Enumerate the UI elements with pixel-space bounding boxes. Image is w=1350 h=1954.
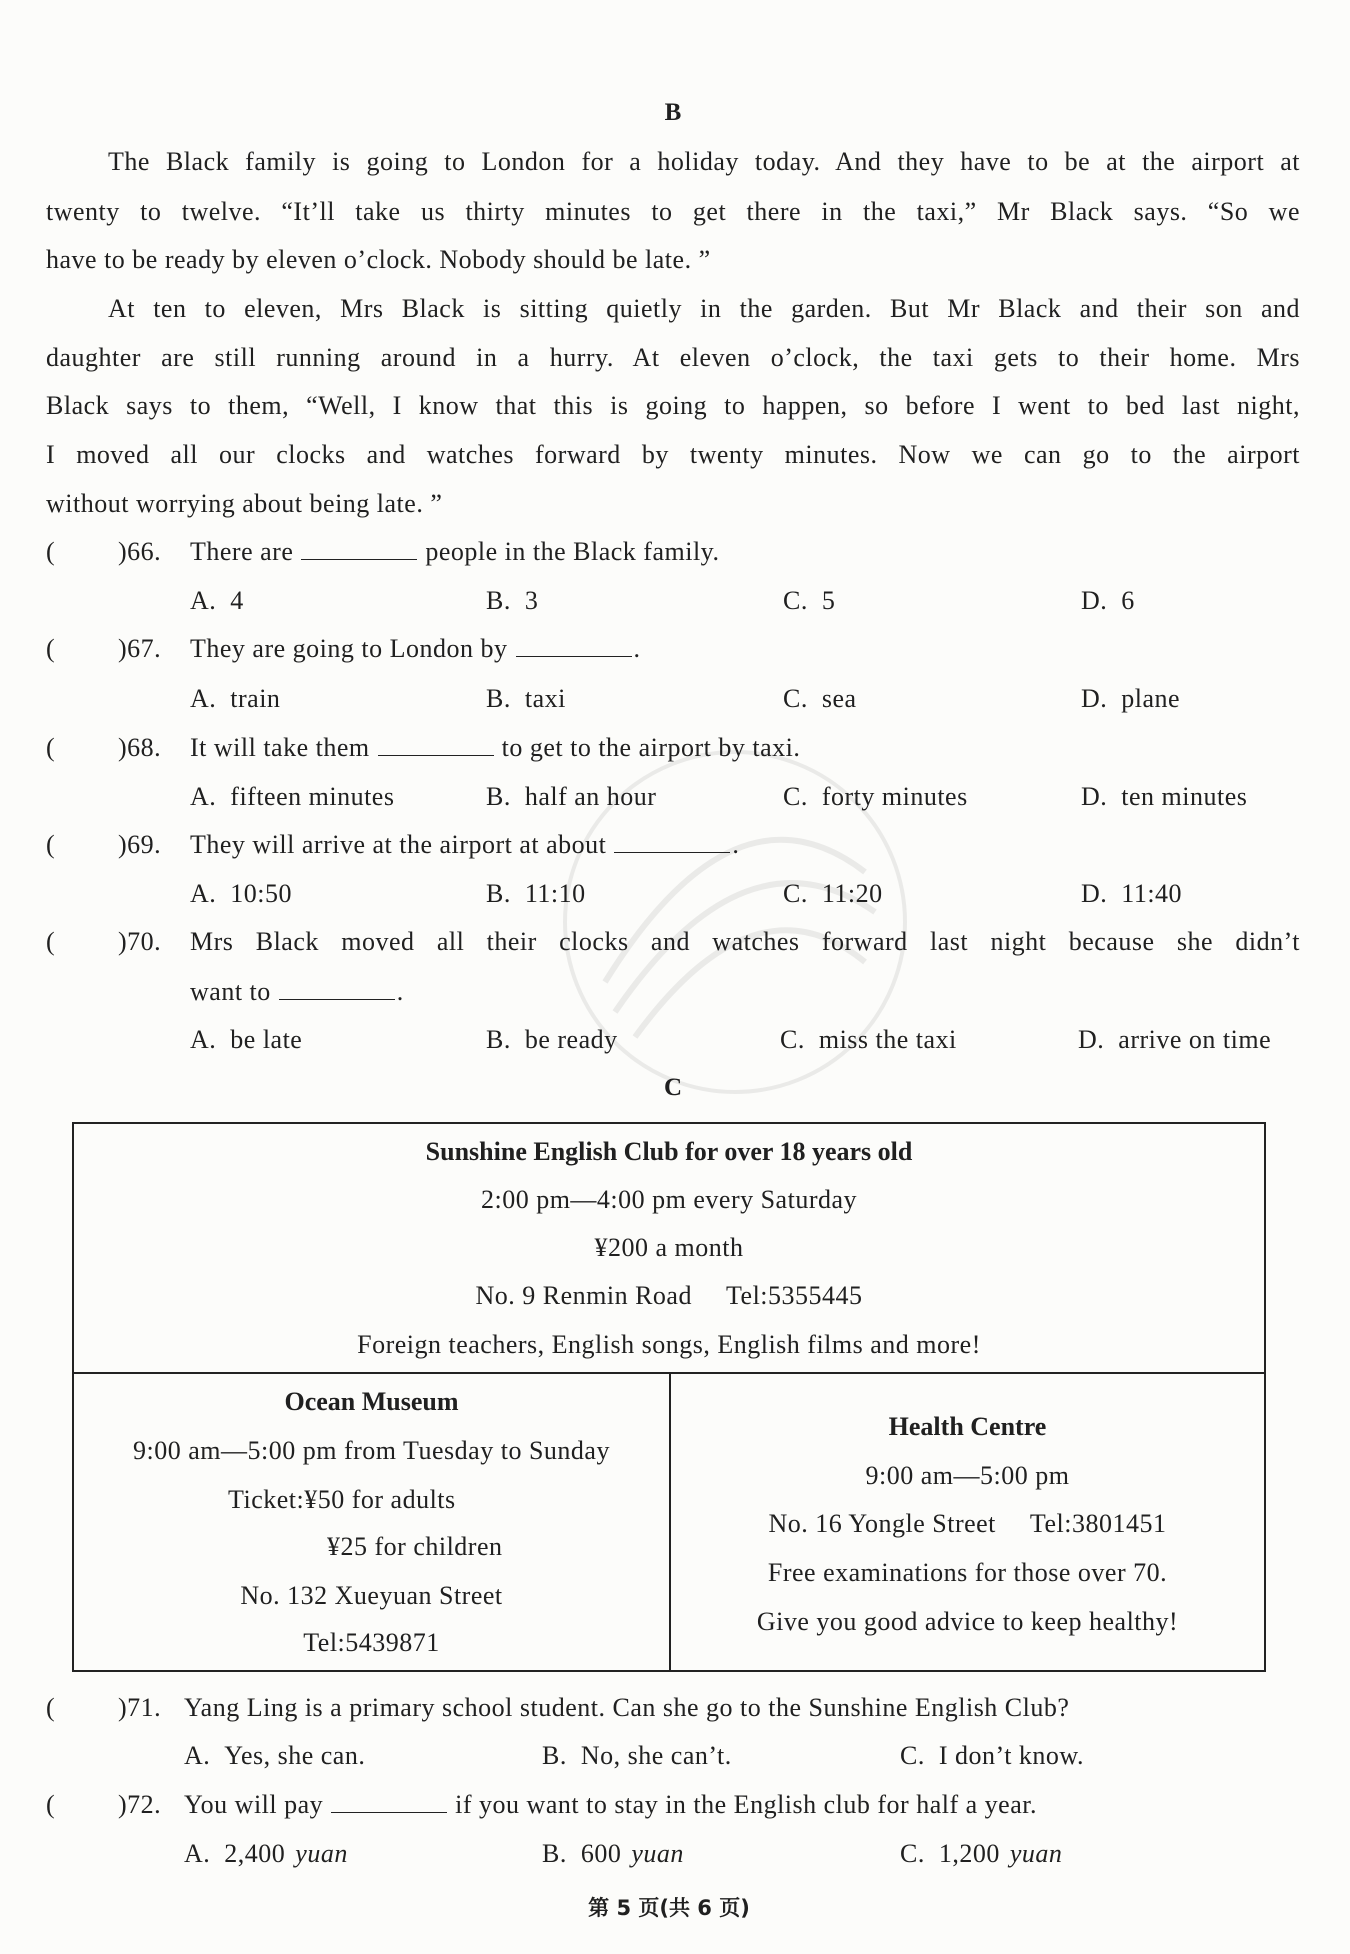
answer-bracket: ( bbox=[46, 830, 56, 859]
option-text: miss the taxi bbox=[818, 1025, 957, 1054]
answer-bracket: ( bbox=[46, 1693, 56, 1722]
question-stem: Yang Ling is a primary school student. Can she go to the Sunshine English Club? bbox=[184, 1693, 1070, 1722]
club-title: Sunshine English Club for over 18 years old bbox=[425, 1137, 913, 1166]
option-text: forty minutes bbox=[821, 782, 968, 811]
option-letter: D. bbox=[1081, 684, 1108, 713]
option-text: 6 bbox=[1121, 586, 1135, 615]
question-stem-line-1: Mrs Black moved all their clocks and watches forward last night because she didn’t bbox=[190, 927, 1300, 956]
option-70-a bbox=[190, 1023, 302, 1057]
option-text: 11:20 bbox=[821, 879, 883, 908]
option-68-b bbox=[486, 780, 656, 814]
option-71-b bbox=[542, 1739, 732, 1773]
section-b-heading: B bbox=[664, 99, 682, 126]
question-stem bbox=[184, 1788, 1037, 1822]
question-69 bbox=[0, 828, 1350, 862]
museum-ticket-children: ¥25 for children bbox=[327, 1532, 503, 1561]
stem-before: They will arrive at the airport at about bbox=[190, 830, 607, 859]
club-address: No. 9 Renmin Road bbox=[475, 1281, 692, 1310]
option-letter: B. bbox=[486, 684, 511, 713]
option-72-a bbox=[184, 1837, 348, 1871]
option-letter: C. bbox=[780, 1025, 805, 1054]
club-features: Foreign teachers, English songs, English films and more! bbox=[357, 1330, 981, 1359]
question-number: )66. bbox=[118, 537, 162, 566]
answer-blank bbox=[516, 636, 632, 657]
health-note-2: Give you good advice to keep healthy! bbox=[756, 1607, 1179, 1636]
museum-time: 9:00 am—5:00 pm from Tuesday to Sunday bbox=[133, 1436, 610, 1465]
option-72-b bbox=[542, 1837, 684, 1871]
option-letter: C. bbox=[783, 684, 808, 713]
question-70 bbox=[0, 925, 1350, 959]
stem-after: . bbox=[396, 977, 404, 1006]
health-title: Health Centre bbox=[888, 1412, 1047, 1441]
question-stem bbox=[190, 828, 739, 862]
option-letter: B. bbox=[542, 1741, 567, 1770]
health-contact bbox=[671, 1507, 1264, 1541]
page-number: 第 5 页(共 6 页) bbox=[588, 1896, 750, 1920]
option-69-d bbox=[1081, 877, 1182, 911]
option-text: be late bbox=[230, 1025, 303, 1054]
stem-before: You will pay bbox=[184, 1790, 324, 1819]
option-66-c bbox=[783, 584, 835, 618]
stem-before: There are bbox=[190, 537, 294, 566]
stem-after: people in the Black family. bbox=[425, 537, 720, 566]
health-note-1: Free examinations for those over 70. bbox=[767, 1558, 1168, 1587]
health-time: 9:00 am—5:00 pm bbox=[865, 1461, 1070, 1490]
option-67-a bbox=[190, 682, 280, 716]
option-text: fifteen minutes bbox=[230, 782, 395, 811]
option-text: 5 bbox=[821, 586, 836, 615]
question-70-line-2 bbox=[0, 975, 1350, 1009]
question-71 bbox=[0, 1691, 1350, 1725]
option-letter: B. bbox=[486, 782, 511, 811]
option-69-c bbox=[783, 877, 883, 911]
option-letter: D. bbox=[1081, 782, 1108, 811]
passage-b-line: daughter are still running around in a hurry. At eleven o’clock, the taxi gets to their home. Mrs bbox=[46, 343, 1300, 372]
option-text: 3 bbox=[524, 586, 539, 615]
option-unit: yuan bbox=[295, 1839, 348, 1868]
option-71-c bbox=[900, 1739, 1084, 1773]
option-text: train bbox=[230, 684, 281, 713]
option-letter: D. bbox=[1078, 1025, 1105, 1054]
stem-before: They are going to London by bbox=[190, 634, 508, 663]
club-contact bbox=[74, 1279, 1264, 1313]
option-text: taxi bbox=[524, 684, 566, 713]
option-letter: B. bbox=[486, 586, 511, 615]
option-72-c bbox=[900, 1837, 1062, 1871]
option-text: 11:10 bbox=[524, 879, 586, 908]
section-c-heading: C bbox=[663, 1074, 683, 1101]
option-letter: A. bbox=[184, 1741, 211, 1770]
question-number: )67. bbox=[118, 634, 162, 663]
option-text: ten minutes bbox=[1121, 782, 1248, 811]
option-letter: C. bbox=[783, 879, 808, 908]
option-unit: yuan bbox=[1009, 1839, 1063, 1868]
option-text: 11:40 bbox=[1121, 879, 1183, 908]
option-text: be ready bbox=[524, 1025, 618, 1054]
option-letter: A. bbox=[184, 1839, 211, 1868]
question-stem bbox=[190, 632, 641, 666]
passage-b-line: without worrying about being late. ” bbox=[46, 489, 443, 518]
passage-b-line: At ten to eleven, Mrs Black is sitting quietly in the garden. But Mr Black and their son and bbox=[108, 294, 1300, 323]
option-letter: A. bbox=[190, 1025, 217, 1054]
stem-after: to get to the airport by taxi. bbox=[501, 733, 801, 762]
answer-bracket: ( bbox=[46, 733, 56, 762]
answer-blank bbox=[301, 539, 417, 560]
option-letter: C. bbox=[900, 1741, 925, 1770]
museum-ticket-adults: Ticket:¥50 for adults bbox=[228, 1485, 456, 1514]
museum-title: Ocean Museum bbox=[284, 1387, 459, 1416]
option-text: 2,400 bbox=[224, 1839, 286, 1868]
question-72 bbox=[0, 1788, 1350, 1822]
club-tel: Tel:5355445 bbox=[725, 1281, 863, 1310]
option-text: 10:50 bbox=[230, 879, 293, 908]
question-66 bbox=[0, 535, 1350, 569]
option-70-d bbox=[1078, 1023, 1271, 1057]
answer-blank bbox=[279, 979, 395, 1000]
answer-blank bbox=[378, 735, 494, 756]
passage-b-line: have to be ready by eleven o’clock. Nobody should be late. ” bbox=[46, 245, 711, 274]
museum-address: No. 132 Xueyuan Street bbox=[240, 1581, 503, 1610]
option-letter: D. bbox=[1081, 879, 1108, 908]
question-number: )70. bbox=[118, 927, 162, 956]
question-68 bbox=[0, 731, 1350, 765]
option-text: plane bbox=[1121, 684, 1181, 713]
answer-blank bbox=[614, 832, 730, 853]
passage-b-line: Black says to them, “Well, I know that this is going to happen, so before I went to bed last night, bbox=[46, 391, 1300, 420]
club-price: ¥200 a month bbox=[594, 1233, 744, 1262]
option-letter: B. bbox=[486, 1025, 511, 1054]
stem-after: if you want to stay in the English club for half a year. bbox=[455, 1790, 1037, 1819]
option-text: 4 bbox=[230, 586, 244, 615]
passage-b-line: twenty to twelve. “It’ll take us thirty minutes to get there in the taxi,” Mr Black says. “So we bbox=[46, 197, 1300, 226]
option-letter: C. bbox=[783, 586, 808, 615]
option-70-c bbox=[780, 1023, 957, 1057]
question-stem bbox=[190, 975, 404, 1009]
advertisement-table bbox=[72, 1122, 1266, 1672]
option-69-a bbox=[190, 877, 292, 911]
option-66-d bbox=[1081, 584, 1135, 618]
option-66-a bbox=[190, 584, 244, 618]
option-71-a bbox=[184, 1739, 365, 1773]
option-68-a bbox=[190, 780, 394, 814]
passage-b-line: I moved all our clocks and watches forward by twenty minutes. Now we can go to the airport bbox=[46, 440, 1300, 469]
answer-bracket: ( bbox=[46, 634, 56, 663]
stem-after: . bbox=[732, 830, 740, 859]
answer-bracket: ( bbox=[46, 927, 56, 956]
option-68-d bbox=[1081, 780, 1247, 814]
answer-bracket: ( bbox=[46, 537, 56, 566]
option-67-c bbox=[783, 682, 857, 716]
option-text: 1,200 bbox=[938, 1839, 1000, 1868]
option-text: 600 bbox=[580, 1839, 622, 1868]
museum-tel: Tel:5439871 bbox=[303, 1628, 440, 1657]
health-tel: Tel:3801451 bbox=[1029, 1509, 1167, 1538]
option-66-b bbox=[486, 584, 538, 618]
option-68-c bbox=[783, 780, 968, 814]
option-69-b bbox=[486, 877, 586, 911]
question-67 bbox=[0, 632, 1350, 666]
stem-after: . bbox=[633, 634, 641, 663]
answer-blank bbox=[331, 1792, 447, 1813]
stem-before: It will take them bbox=[190, 733, 370, 762]
option-letter: A. bbox=[190, 586, 217, 615]
option-text: sea bbox=[821, 684, 857, 713]
question-stem bbox=[190, 731, 800, 765]
option-letter: C. bbox=[900, 1839, 925, 1868]
question-number: )72. bbox=[118, 1790, 162, 1819]
club-time: 2:00 pm—4:00 pm every Saturday bbox=[480, 1185, 858, 1214]
question-number: )68. bbox=[118, 733, 162, 762]
option-text: Yes, she can. bbox=[224, 1741, 366, 1770]
passage-b-line: The Black family is going to London for a holiday today. And they have to be at the airport at bbox=[108, 147, 1300, 176]
option-letter: C. bbox=[783, 782, 808, 811]
option-letter: A. bbox=[190, 879, 217, 908]
option-letter: B. bbox=[542, 1839, 567, 1868]
option-text: half an hour bbox=[524, 782, 657, 811]
option-letter: A. bbox=[190, 684, 217, 713]
option-text: I don’t know. bbox=[938, 1741, 1085, 1770]
answer-bracket: ( bbox=[46, 1790, 56, 1819]
question-stem bbox=[190, 535, 719, 569]
option-70-b bbox=[486, 1023, 618, 1057]
option-unit: yuan bbox=[631, 1839, 684, 1868]
option-letter: A. bbox=[190, 782, 217, 811]
option-letter: D. bbox=[1081, 586, 1108, 615]
option-67-d bbox=[1081, 682, 1180, 716]
option-letter: B. bbox=[486, 879, 511, 908]
option-67-b bbox=[486, 682, 566, 716]
question-number: )71. bbox=[118, 1693, 162, 1722]
health-address: No. 16 Yongle Street bbox=[768, 1509, 996, 1538]
option-text: arrive on time bbox=[1118, 1025, 1272, 1054]
stem-before: want to bbox=[190, 977, 271, 1006]
question-number: )69. bbox=[118, 830, 162, 859]
option-text: No, she can’t. bbox=[580, 1741, 732, 1770]
